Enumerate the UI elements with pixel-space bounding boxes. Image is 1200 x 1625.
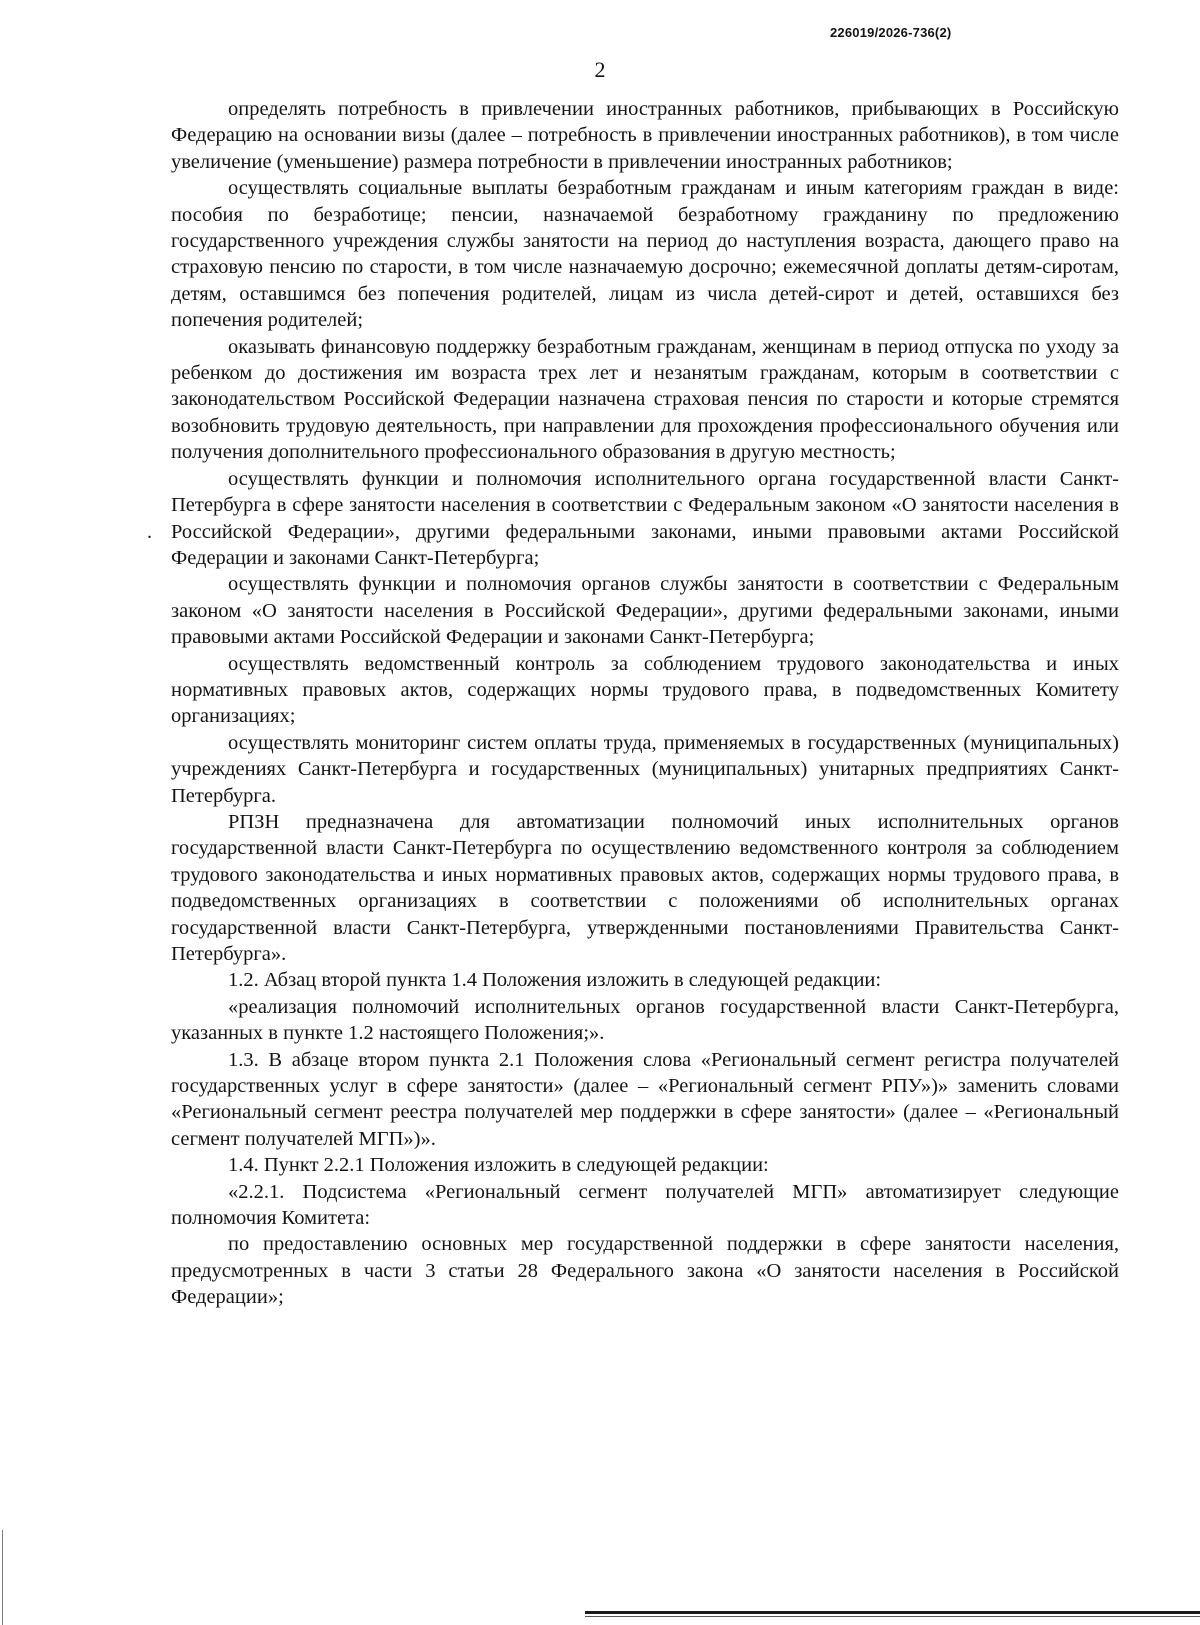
paragraph-clause-1-2: 1.2. Абзац второй пункта 1.4 Положения изложить в следующей редакции: [228, 969, 882, 992]
paragraph-state-support-measures: по предоставлению основных мер государственной поддержки в сфере занятости населения, предусмотренных в части 3 статьи 28 Федерального закона «О занятости населения в Российской Федерации»; [171, 1233, 1119, 1309]
paragraph-employment-service-functions: осуществлять функции и полномочия органов службы занятости в соответствии с Федеральным законом «О занятости населения в Российской Федерации», другими федеральными законами, иными правовыми актами Российской Федерации и законами Санкт-Петербурга; [171, 573, 1119, 649]
paragraph-financial-support: оказывать финансовую поддержку безработным гражданам, женщинам в период отпуска по уходу за ребенком до достижения им возраста трех лет и незанятым гражданам, которым в соответствии с законодательством Российской Федерации назначена страховая пенсия по старости и которые стремятся возобновить трудовую деятельность, при направлении для прохождения профессионального обучения или получения дополнительного профессионального образования в другую местность; [171, 335, 1119, 464]
page-number: 2 [594, 57, 606, 82]
paragraph-foreign-workers: определять потребность в привлечении иностранных работников, прибывающих в Российскую Федерацию на основании визы (далее – потребность в привлечении иностранных работников), в том числе увеличение (уменьшение) размера потребности в привлечении иностранных работников; [171, 98, 1119, 173]
document-registration-number: 226019/2026-736(2) [830, 25, 952, 40]
scan-left-edge-line [2, 1530, 3, 1625]
paragraph-rpzn-purpose: РПЗН предназначена для автоматизации полномочий иных исполнительных органов государственной власти Санкт-Петербурга по осуществлению ведомственного контроля за соблюдением трудового законодательства и иных нормативных правовых актов, содержащих нормы трудового права, в подведомственных организациях в соответствии с положениями об исполнительных органах государственной власти Санкт-Петербурга, утвержденными постановлениями Правительства Санкт-Петербурга». [171, 810, 1119, 965]
paragraph-payroll-monitoring: осуществлять мониторинг систем оплаты труда, применяемых в государственных (муниципальных) учреждениях Санкт-Петербурга и государственных (муниципальных) унитарных предприятиях Санкт-Петербурга. [171, 731, 1119, 807]
paragraph-executive-functions: осуществлять функции и полномочия исполнительного органа государственной власти Санкт-Петербурга в сфере занятости населения в соответствии с Федеральным законом «О занятости населения в Российской Федерации», другими федеральными законами, иными правовыми актами Российской Федерации и законами Санкт-Петербурга; [171, 467, 1119, 569]
scan-bottom-edge-line [585, 1611, 1200, 1614]
paragraph-clause-2-2-1: «2.2.1. Подсистема «Региональный сегмент получателей МГП» автоматизирует следующие полномочия Комитета: [171, 1180, 1119, 1230]
paragraph-clause-1-4: 1.4. Пункт 2.2.1 Положения изложить в следующей редакции: [228, 1154, 769, 1177]
scan-bottom-edge-line-thin [585, 1616, 1200, 1617]
paragraph-clause-1-2-wording: «реализация полномочий исполнительных органов государственной власти Санкт-Петербурга, указанных в пункте 1.2 настоящего Положения;». [171, 995, 1119, 1045]
paragraph-departmental-control: осуществлять ведомственный контроль за соблюдением трудового законодательства и иных нормативных правовых актов, содержащих нормы трудового права, в подведомственных Комитету организациях; [171, 652, 1119, 728]
scan-speck: . [147, 521, 152, 543]
paragraph-social-payments: осуществлять социальные выплаты безработным гражданам и иным категориям граждан в виде: пособия по безработице; пенсии, назначаемой безработному гражданину по предложению государственного учреждения службы занятости на период до наступления возраста, дающего право на страховую пенсию по старости, в том числе назначаемую досрочно; ежемесячной доплаты детям-сиротам, детям, оставшимся без попечения родителей, лицам из числа детей-сирот и детей, оставшихся без попечения родителей; [171, 177, 1119, 332]
paragraph-clause-1-3: 1.3. В абзаце втором пункта 2.1 Положения слова «Региональный сегмент регистра получателей государственных услуг в сфере занятости» (далее – «Региональный сегмент РПУ»)» заменить словами «Региональный сегмент реестра получателей мер поддержки в сфере занятости» (далее – «Региональный сегмент получателей МГП»)». [171, 1048, 1119, 1150]
document-body [171, 96, 1119, 1311]
